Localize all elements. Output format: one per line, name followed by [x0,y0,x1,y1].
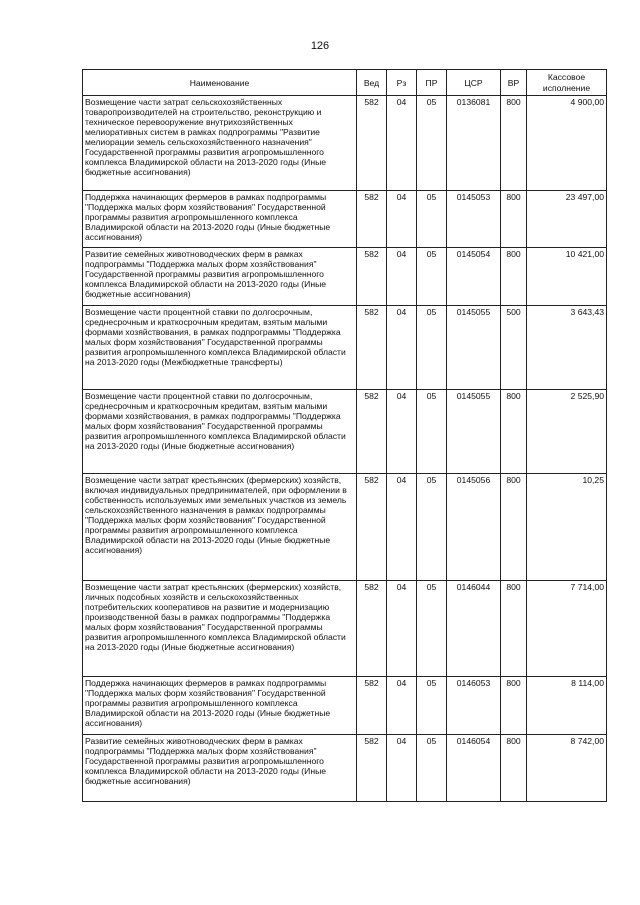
row-vr: 800 [501,474,527,581]
table-row [83,306,607,390]
row-rz: 04 [387,191,417,248]
row-csr: 0146054 [447,735,501,802]
row-pr: 05 [417,581,447,677]
row-ved: 582 [357,390,387,474]
row-name: Развитие семейных животноводческих ферм в рамках подпрограммы "Поддержка малых форм хозяйствования" Государственной программы развития агропромышленного комплекса Владимирской области на 2013-2020 годы (Иные бюджетные ассигнования) [83,735,357,802]
table-header-row [83,70,607,96]
budget-execution-table [82,69,607,802]
row-pr: 05 [417,306,447,390]
page-number: 126 [310,40,330,52]
row-vr: 800 [501,735,527,802]
table-row [83,677,607,735]
row-ved: 582 [357,581,387,677]
row-rz: 04 [387,677,417,735]
row-csr: 0146053 [447,677,501,735]
row-pr: 05 [417,390,447,474]
row-name: Возмещение части процентной ставки по долгосрочным, среднесрочным и краткосрочным кредитам, взятым малыми формами хозяйствования, в рамках подпрограммы "Поддержка малых форм хозяйствования" Государственной программы развития агропромышленного комплекса Владимирской области на 2013-2020 годы (Межбюджетные трансферты) [83,306,357,390]
row-amount: 3 643,43 [527,306,607,390]
row-vr: 500 [501,306,527,390]
row-ved: 582 [357,677,387,735]
row-ved: 582 [357,96,387,191]
row-amount: 8 114,00 [527,677,607,735]
row-amount: 10,25 [527,474,607,581]
page-bottom-margin [0,810,640,905]
row-pr: 05 [417,96,447,191]
row-vr: 800 [501,248,527,306]
table-row [83,390,607,474]
table-row [83,474,607,581]
row-vr: 800 [501,191,527,248]
header-rz: Рз [387,70,417,96]
header-pr: ПР [417,70,447,96]
row-rz: 04 [387,96,417,191]
row-amount: 4 900,00 [527,96,607,191]
header-vr: ВР [501,70,527,96]
row-csr: 0145056 [447,474,501,581]
row-vr: 800 [501,390,527,474]
row-name: Возмещение части затрат крестьянских (фермерских) хозяйств, личных подсобных хозяйств и сельскохозяйственных потребительских кооперативов на развитие и модернизацию производственной базы в рамках подпрограммы "Поддержка малых форм хозяйствования" Государственной программы развития агропромышленного комплекса Владимирской области на 2013-2020 годы (Иные бюджетные ассигнования) [83,581,357,677]
row-name: Возмещение части затрат крестьянских (фермерских) хозяйств, включая индивидуальных предпринимателей, при оформлении в собственность используемых ими земельных участков из земель сельскохозяйственного назначения в рамках подпрограммы "Поддержка малых форм хозяйствования" Государственной программы развития агропромышленного комплекса Владимирской области на 2013-2020 годы (Иные бюджетные ассигнования) [83,474,357,581]
row-rz: 04 [387,306,417,390]
header-name: Наименование [83,70,357,96]
row-ved: 582 [357,735,387,802]
row-ved: 582 [357,191,387,248]
header-ved: Вед [357,70,387,96]
row-vr: 800 [501,677,527,735]
row-csr: 0145053 [447,191,501,248]
table-row [83,735,607,802]
row-vr: 800 [501,581,527,677]
row-amount: 7 714,00 [527,581,607,677]
row-name: Возмещение части затрат сельскохозяйственных товаропроизводителей на строительство, реконструкцию и техническое перевооружение внутрихозяйственных мелиоративных систем в рамках подпрограммы "Развитие мелиорации земель сельскохозяйственного назначения" Государственной программы развития агропромышленного комплекса Владимирской области на 2013-2020 годы (Иные бюджетные ассигнования) [83,96,357,191]
header-csr: ЦСР [447,70,501,96]
table-row [83,191,607,248]
table-row [83,581,607,677]
row-amount: 10 421,00 [527,248,607,306]
row-pr: 05 [417,248,447,306]
table-row [83,96,607,191]
row-csr: 0145055 [447,306,501,390]
row-name: Поддержка начинающих фермеров в рамках подпрограммы "Поддержка малых форм хозяйствования" Государственной программы развития агропромышленного комплекса Владимирской области на 2013-2020 годы (Иные бюджетные ассигнования) [83,191,357,248]
row-name: Развитие семейных животноводческих ферм в рамках подпрограммы "Поддержка малых форм хозяйствования" Государственной программы развития агропромышленного комплекса Владимирской области на 2013-2020 годы (Иные бюджетные ассигнования) [83,248,357,306]
row-amount: 2 525,90 [527,390,607,474]
header-amount: Кассовое исполнение [527,70,607,96]
row-pr: 05 [417,474,447,581]
row-amount: 23 497,00 [527,191,607,248]
row-pr: 05 [417,677,447,735]
row-name: Поддержка начинающих фермеров в рамках подпрограммы "Поддержка малых форм хозяйствования" Государственной программы развития агропромышленного комплекса Владимирской области на 2013-2020 годы (Иные бюджетные ассигнования) [83,677,357,735]
row-ved: 582 [357,248,387,306]
row-ved: 582 [357,474,387,581]
row-rz: 04 [387,390,417,474]
table-row [83,248,607,306]
row-csr: 0145055 [447,390,501,474]
row-rz: 04 [387,474,417,581]
row-rz: 04 [387,581,417,677]
row-csr: 0136081 [447,96,501,191]
row-ved: 582 [357,306,387,390]
row-csr: 0146044 [447,581,501,677]
row-name: Возмещение части процентной ставки по долгосрочным, среднесрочным и краткосрочным кредитам, взятым малыми формами хозяйствования, в рамках подпрограммы "Поддержка малых форм хозяйствования" Государственной программы развития агропромышленного комплекса Владимирской области на 2013-2020 годы (Иные бюджетные ассигнования) [83,390,357,474]
row-rz: 04 [387,735,417,802]
row-vr: 800 [501,96,527,191]
row-csr: 0145054 [447,248,501,306]
row-pr: 05 [417,735,447,802]
row-rz: 04 [387,248,417,306]
row-amount: 8 742,00 [527,735,607,802]
row-pr: 05 [417,191,447,248]
